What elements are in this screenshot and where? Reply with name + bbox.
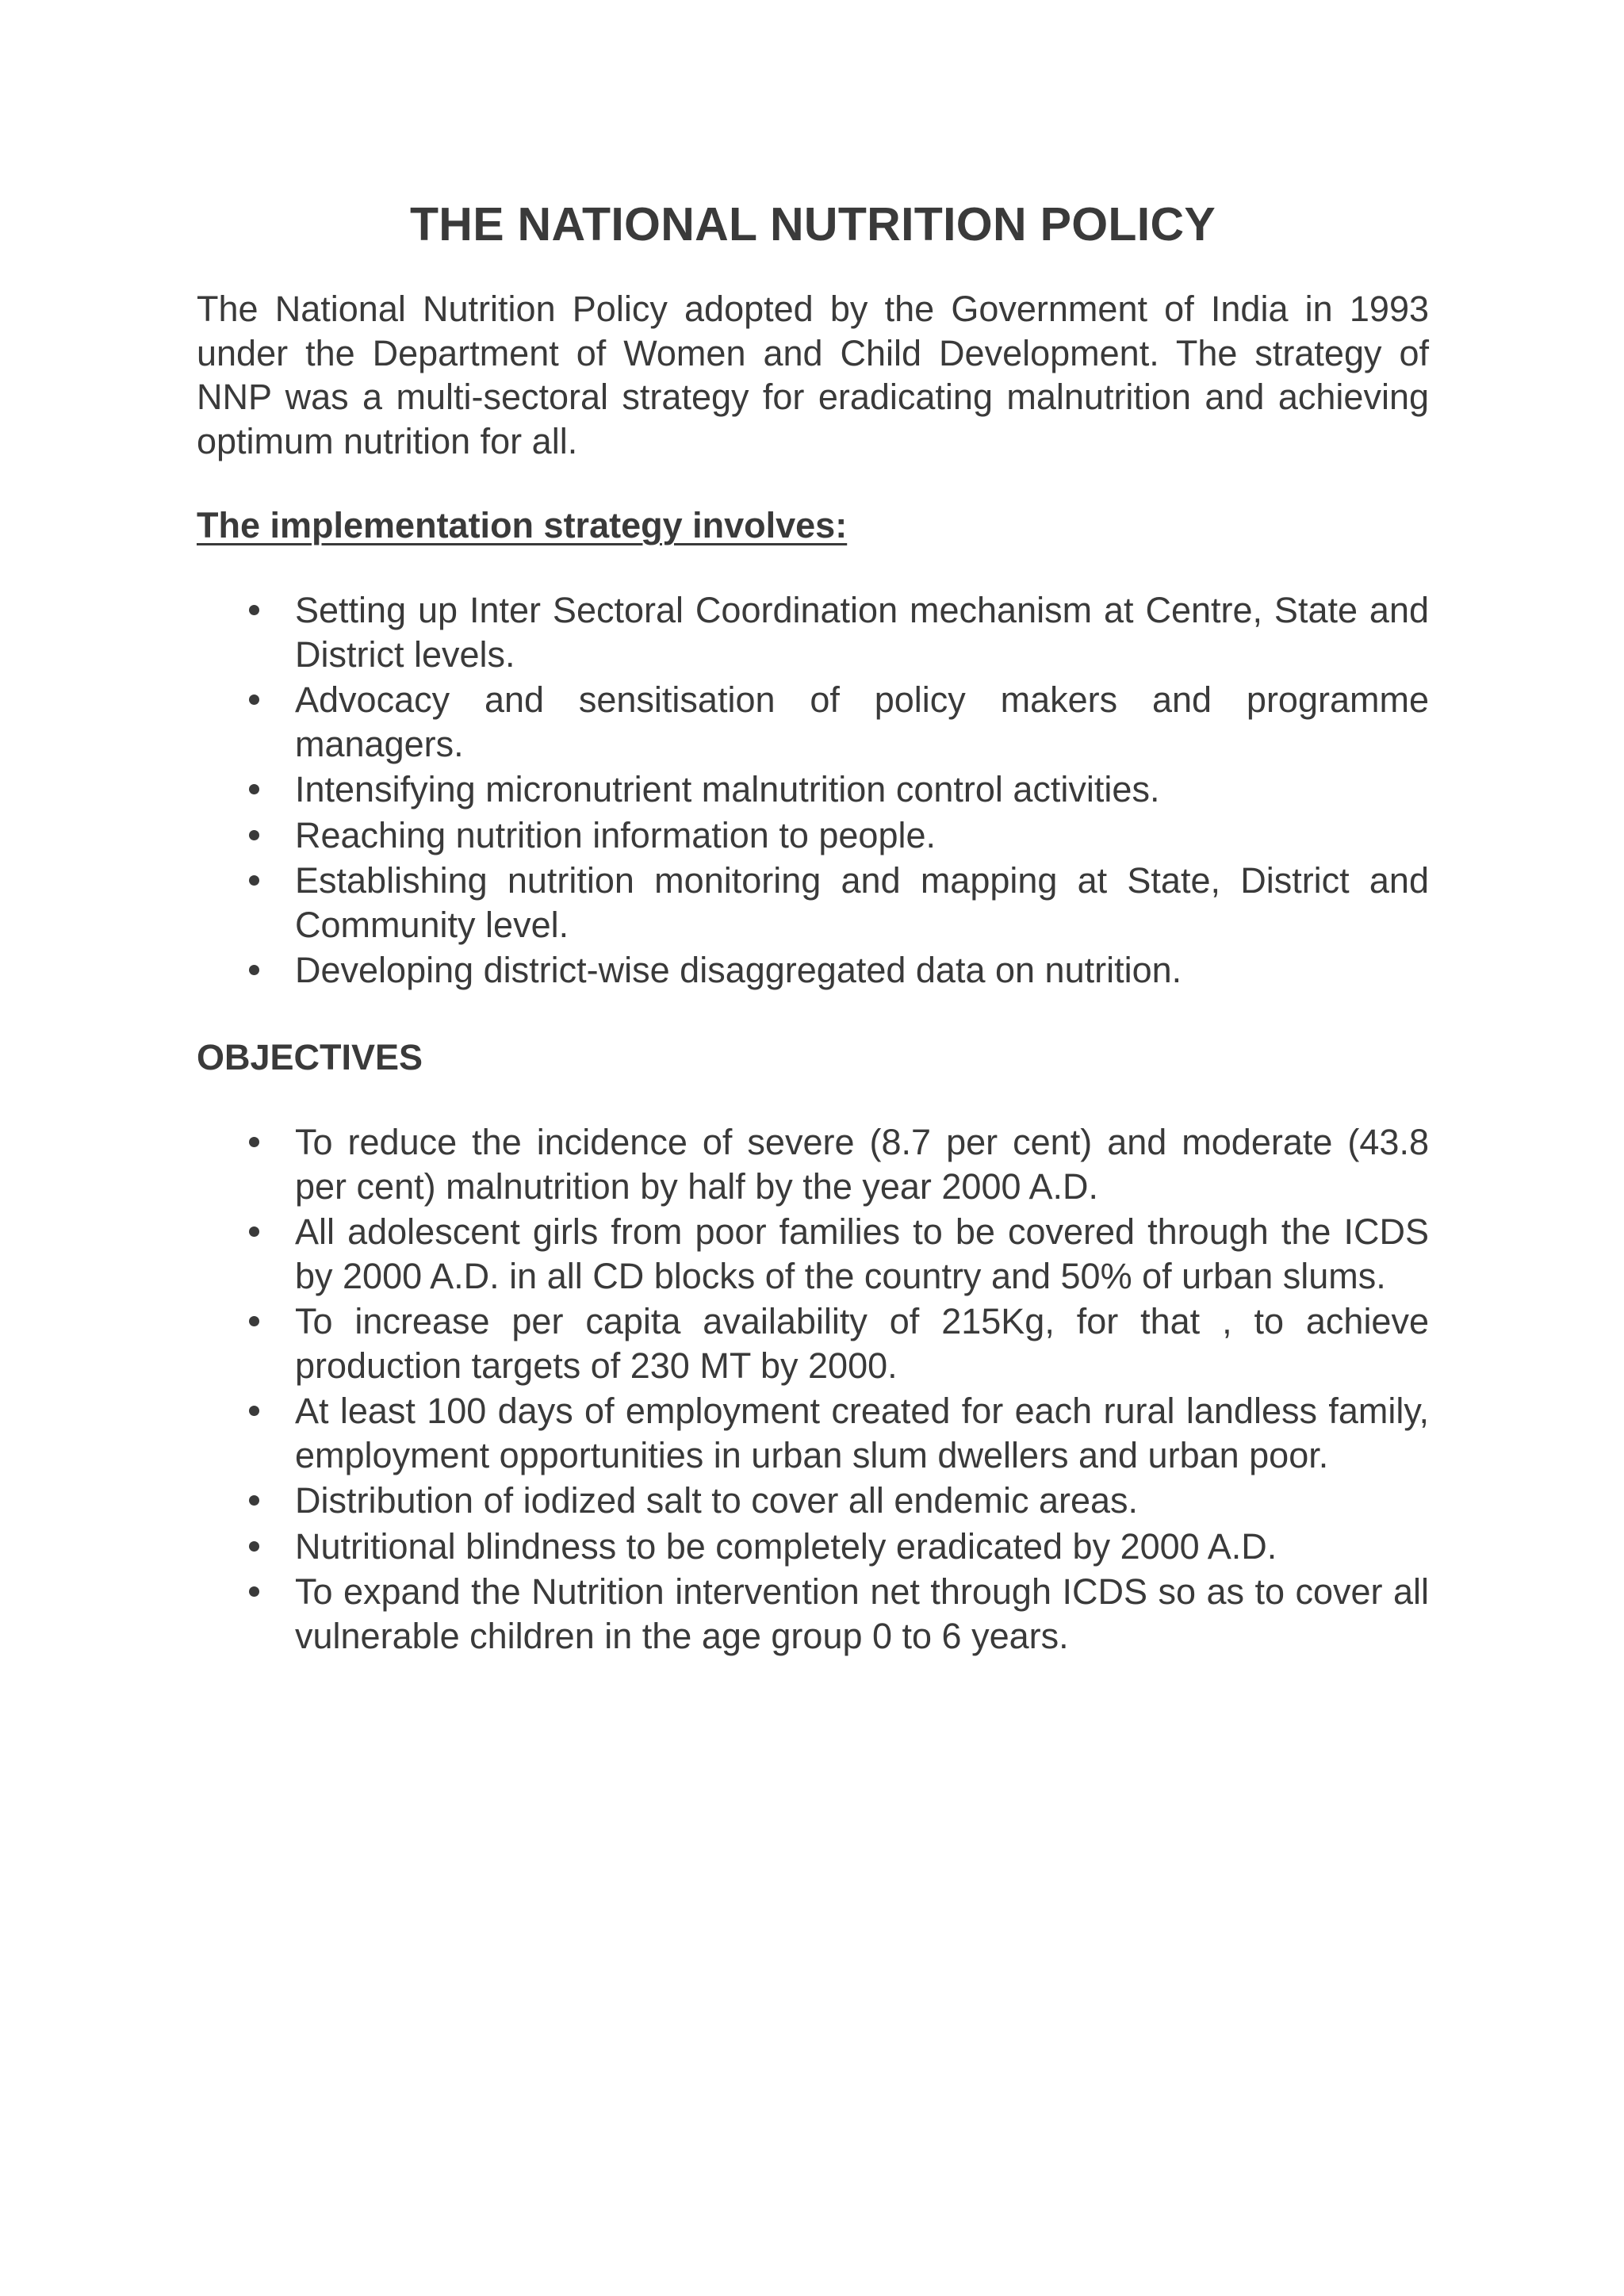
list-item bbox=[197, 678, 1429, 766]
objectives-heading: OBJECTIVES bbox=[197, 1037, 423, 1077]
implementation-list bbox=[197, 588, 1429, 994]
list-item bbox=[197, 767, 1429, 812]
list-item bbox=[197, 1570, 1429, 1658]
list-item-text: All adolescent girls from poor families to be covered through the ICDS by 2000 A.D. in all CD blocks of the country and 50% of urban slums. bbox=[295, 1211, 1429, 1296]
list-item bbox=[197, 1120, 1429, 1208]
list-item bbox=[197, 588, 1429, 676]
list-item-text: Distribution of iodized salt to cover all endemic areas. bbox=[295, 1480, 1139, 1521]
bullet-icon bbox=[249, 875, 259, 886]
list-item bbox=[197, 1210, 1429, 1298]
list-item bbox=[197, 1479, 1429, 1523]
bullet-icon bbox=[249, 830, 259, 840]
bullet-icon bbox=[249, 1586, 259, 1597]
list-item-text: Setting up Inter Sectoral Coordination mechanism at Centre, State and District levels. bbox=[295, 590, 1429, 675]
bullet-icon bbox=[249, 1316, 259, 1326]
bullet-icon bbox=[249, 695, 259, 705]
list-item bbox=[197, 859, 1429, 947]
list-item-text: Reaching nutrition information to people. bbox=[295, 814, 936, 855]
bullet-icon bbox=[249, 965, 259, 975]
objectives-list bbox=[197, 1120, 1429, 1659]
bullet-icon bbox=[249, 1495, 259, 1506]
list-item bbox=[197, 813, 1429, 858]
document-title: THE NATIONAL NUTRITION POLICY bbox=[409, 198, 1216, 251]
list-item bbox=[197, 1299, 1429, 1387]
list-item-text: To increase per capita availability of 215Kg, for that , to achieve production targets of 230 MT by 2000. bbox=[295, 1301, 1429, 1386]
list-item-text: Developing district-wise disaggregated data on nutrition. bbox=[295, 950, 1182, 990]
bullet-icon bbox=[249, 1226, 259, 1237]
list-item-text: To expand the Nutrition intervention net through ICDS so as to cover all vulnerable children in the age group 0 to 6 years. bbox=[295, 1571, 1429, 1656]
intro-paragraph: The National Nutrition Policy adopted by the Government of India in 1993 under the Department of Women and Child Development. The strategy of NNP was a multi-sectoral strategy for eradicating malnutrition and achieving optimum nutrition for all. bbox=[197, 289, 1429, 461]
bullet-icon bbox=[249, 784, 259, 794]
bullet-icon bbox=[249, 605, 259, 615]
list-item bbox=[197, 1389, 1429, 1477]
list-item bbox=[197, 1525, 1429, 1569]
bullet-icon bbox=[249, 1137, 259, 1147]
list-item-text: Intensifying micronutrient malnutrition control activities. bbox=[295, 769, 1160, 809]
implementation-heading: The implementation strategy involves: bbox=[197, 505, 848, 545]
list-item-text: To reduce the incidence of severe (8.7 per cent) and moderate (43.8 per cent) malnutrition by half by the year 2000 A.D. bbox=[295, 1122, 1429, 1207]
bullet-icon bbox=[249, 1541, 259, 1552]
bullet-icon bbox=[249, 1406, 259, 1416]
list-item-text: Nutritional blindness to be completely eradicated by 2000 A.D. bbox=[295, 1525, 1277, 1567]
list-item bbox=[197, 948, 1429, 993]
list-item-text: Advocacy and sensitisation of policy makers and programme managers. bbox=[295, 679, 1429, 764]
list-item-text: Establishing nutrition monitoring and mapping at State, District and Community level. bbox=[295, 860, 1429, 945]
list-item-text: At least 100 days of employment created for each rural landless family, employment opportunities in urban slum dwellers and urban poor. bbox=[295, 1391, 1429, 1475]
